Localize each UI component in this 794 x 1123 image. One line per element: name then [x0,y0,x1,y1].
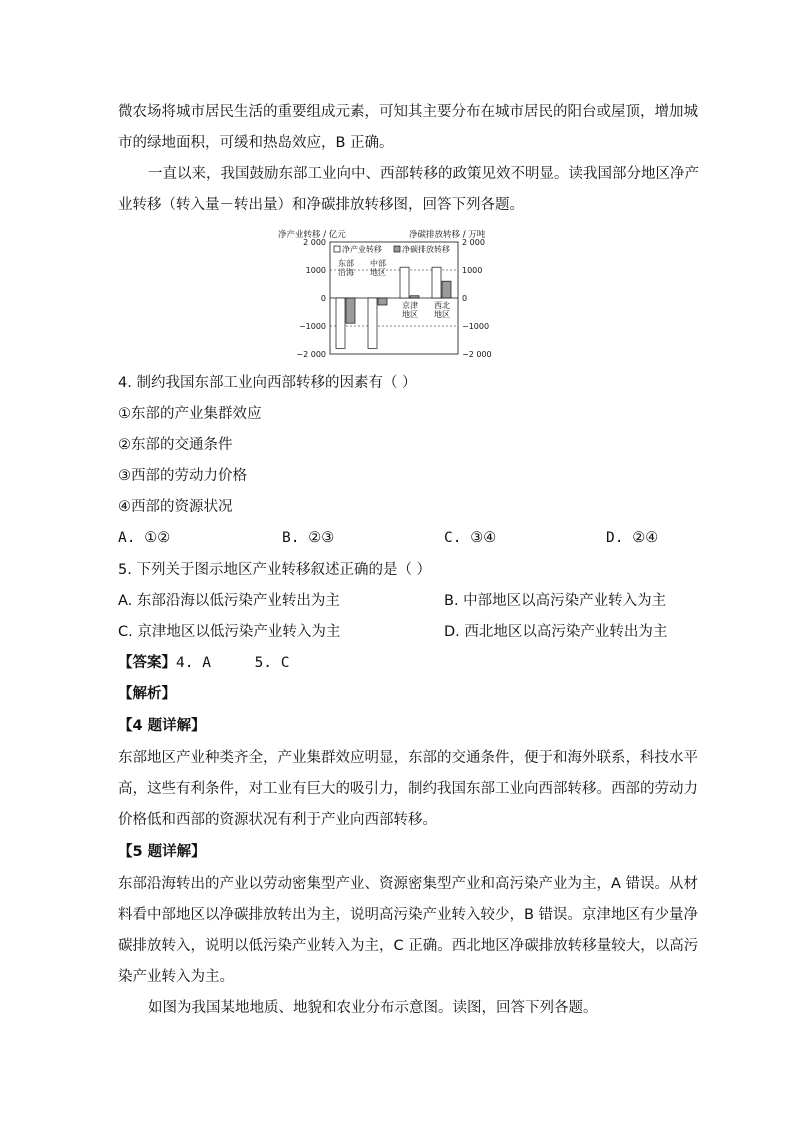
q4-option-c[interactable]: C. ③④ [444,530,497,546]
left-tick-label: −2 000 [296,350,326,359]
right-axis-title: 净碳排放转移 / 万吨 [409,230,486,240]
q4-item-4: ④西部的资源状况 [118,499,233,515]
answer-label: 【答案】 [118,655,176,671]
legend-swatch-net-industry [334,246,340,252]
detail-4-line-2: 高，这些有利条件，对工业有巨大的吸引力，制约我国东部工业向西部转移。西部的劳动力 [118,781,698,797]
detail-5-line-3: 碳排放转入，说明以低污染产业转入为主，C 正确。西北地区净碳排放转移量较大，以高污 [118,938,699,954]
detail-4-line-3: 价格低和西部的资源状况有利于产业向西部转移。 [118,812,437,828]
bar-jingjin-net-industry [400,267,409,298]
bar-east-coast-net-industry [336,298,345,348]
bar-east-coast-net-carbon [346,298,355,323]
left-tick-label: 1000 [305,266,326,275]
left-tick-labels [296,238,326,359]
legend-swatch-net-carbon [394,246,400,252]
q4-option-d[interactable]: D. ②④ [606,530,659,546]
paragraph-1-line-2: 市的绿地面积，可缓和热岛效应，B 正确。 [118,135,394,151]
left-tick-label: 2 000 [303,238,326,247]
bar-central-net-carbon [378,298,387,305]
category-label-northwest: 西北地区 [434,301,450,319]
paragraph-2-line-1: 一直以来，我国鼓励东部工业向中、西部转移的政策见效不明显。读我国部分地区净产 [148,166,699,182]
right-tick-label: −2 000 [462,350,492,359]
right-tick-labels [462,238,492,359]
answer-line [118,653,290,673]
bar-northwest-net-carbon [442,281,451,298]
q4-option-b[interactable]: B. ②③ [282,530,335,546]
detail-4-line-1: 东部地区产业种类齐全，产业集群效应明显，东部的交通条件，便于和海外联系，科技水平 [118,750,698,766]
q4-item-1: ①东部的产业集群效应 [118,406,262,422]
left-tick-label: −1000 [298,322,326,331]
category-label-central: 中部地区 [370,259,386,277]
left-tick-label: 0 [320,294,326,303]
q4-option-a[interactable]: A. ①② [118,530,171,546]
q5-option-d[interactable]: D. 西北地区以高污染产业转出为主 [444,624,668,640]
right-tick-label: 0 [462,294,468,303]
detail-5-label: 【5 题详解】 [118,844,206,860]
legend-label-net-carbon: 净碳排放转移 [402,245,450,254]
q5-option-c[interactable]: C. 京津地区以低污染产业转入为主 [118,624,341,640]
q5-stem: 5. 下列关于图示地区产业转移叙述正确的是（ ） [118,562,432,578]
last-paragraph: 如图为我国某地地质、地貌和农业分布示意图。读图，回答下列各题。 [148,1000,598,1016]
bar-northwest-net-industry [432,267,441,298]
right-tick-label: 2 000 [462,238,485,247]
detail-5-line-4: 染产业转入为主。 [118,969,234,985]
bar-central-net-industry [368,298,377,348]
q4-item-3: ③西部的劳动力价格 [118,468,247,484]
paragraph-1-line-1: 微农场将城市居民生活的重要组成元素，可知其主要分布在城市居民的阳台或屋顶，增加城 [118,104,698,120]
legend-label-net-industry: 净产业转移 [342,245,382,254]
bar-jingjin-net-carbon [410,296,419,298]
answer-text: 4. A 5. C [176,655,290,671]
right-tick-label: 1000 [462,266,483,275]
category-label-east-coast: 东部沿海 [338,259,354,277]
detail-5-line-1: 东部沿海转出的产业以劳动密集型产业、资源密集型产业和高污染产业为主，A 错误。从材 [118,876,699,892]
q5-option-b[interactable]: B. 中部地区以高污染产业转入为主 [444,593,667,609]
analysis-label: 【解析】 [118,686,176,702]
left-axis-title: 净产业转移 / 亿元 [278,230,346,240]
detail-4-label: 【4 题详解】 [118,718,206,734]
q4-item-2: ②东部的交通条件 [118,437,233,453]
q4-stem: 4. 制约我国东部工业向西部转移的因素有（ ） [118,375,417,391]
q5-option-a[interactable]: A. 东部沿海以低污染产业转出为主 [118,593,340,609]
detail-5-line-2: 料看中部地区以净碳排放转出为主，说明高污染产业转入较少，B 错误。京津地区有少量净 [118,907,699,923]
paragraph-2-line-2: 业转移（转入量－转出量）和净碳排放转移图，回答下列各题。 [118,197,524,213]
category-label-jingjin: 京津地区 [402,301,418,319]
legend [334,244,450,254]
right-tick-label: −1000 [462,322,490,331]
industry-transfer-chart [270,226,510,362]
